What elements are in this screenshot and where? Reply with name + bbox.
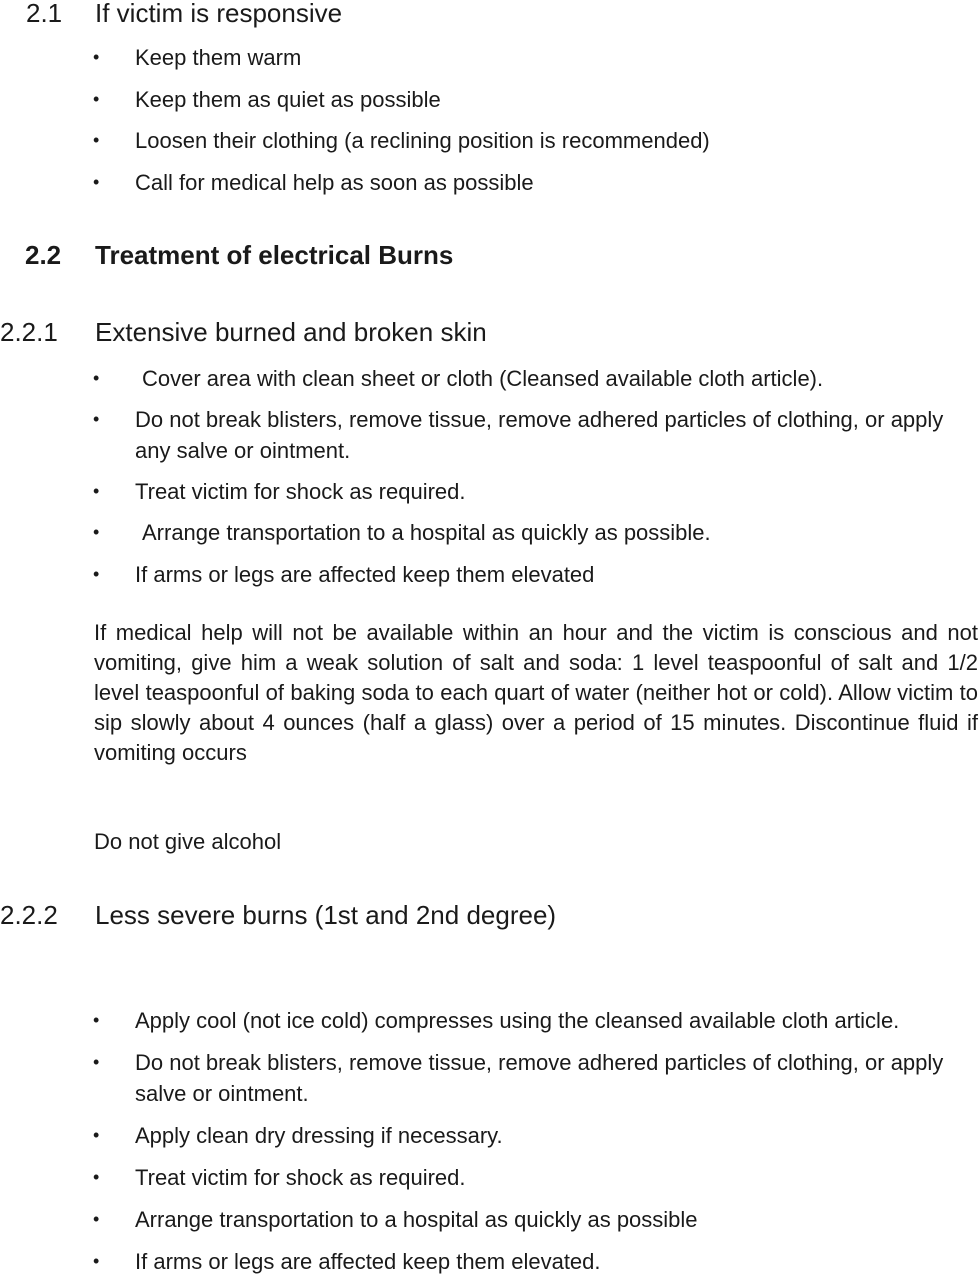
bullet-icon: • <box>93 130 100 150</box>
list-item-text: Call for medical help as soon as possible <box>135 170 534 195</box>
bullet-icon: • <box>93 1010 100 1030</box>
list-item-text: Cover area with clean sheet or cloth (Cleansed available cloth article). <box>142 366 824 391</box>
bullet-icon: • <box>93 1251 100 1271</box>
bullet-icon: • <box>93 409 100 429</box>
instruction-paragraph: If medical help will not be available within an hour and the victim is conscious and not vomiting, give him a weak solution of salt and soda: 1 level teaspoonful of salt and 1/2 level teaspoonful of baking soda to each quart of water (neither hot or cold). Allow victim to sip slowly about 4 ounces (half a glass) over a period of 15 minutes. Discontinue fluid if vomiting occurs <box>94 620 978 765</box>
list-item-text: Keep them as quiet as possible <box>135 87 441 112</box>
list-item-text: Loosen their clothing (a reclining position is recommended) <box>135 128 710 153</box>
bullet-icon: • <box>93 522 100 542</box>
bullet-icon: • <box>93 47 100 67</box>
section-title: Less severe burns (1st and 2nd degree) <box>95 900 557 930</box>
section-title: Treatment of electrical Burns <box>95 240 454 270</box>
bullet-icon: • <box>93 89 100 109</box>
warning-note: Do not give alcohol <box>94 829 282 854</box>
bullet-icon: • <box>93 481 100 501</box>
section-number: 2.2 <box>25 240 62 270</box>
bullet-icon: • <box>93 564 100 584</box>
section-title: Extensive burned and broken skin <box>95 317 487 347</box>
bullet-icon: • <box>93 172 100 192</box>
list-item-text: Treat victim for shock as required. <box>135 1165 466 1190</box>
list-item-text: Treat victim for shock as required. <box>135 479 466 504</box>
section-number: 2.1 <box>26 0 63 28</box>
bullet-icon: • <box>93 1167 100 1187</box>
list-item-text: Arrange transportation to a hospital as quickly as possible. <box>142 520 711 545</box>
list-item-text: Do not break blisters, remove tissue, remove adhered particles of clothing, or apply any salve or ointment. <box>135 407 944 463</box>
bullet-icon: • <box>93 1125 100 1145</box>
list-item-text: If arms or legs are affected keep them elevated <box>135 562 595 587</box>
section-number: 2.2.1 <box>0 317 58 347</box>
list-item-text: Apply cool (not ice cold) compresses using the cleansed available cloth article. <box>135 1008 900 1033</box>
list-item-text: Apply clean dry dressing if necessary. <box>135 1123 503 1148</box>
bullet-icon: • <box>93 1209 100 1229</box>
list-item-text: Arrange transportation to a hospital as quickly as possible <box>135 1207 698 1232</box>
list-item-text: If arms or legs are affected keep them elevated. <box>135 1249 601 1274</box>
bullet-icon: • <box>93 368 100 388</box>
section-title: If victim is responsive <box>95 0 343 28</box>
list-item-text: Do not break blisters, remove tissue, remove adhered particles of clothing, or apply salve or ointment. <box>135 1050 944 1106</box>
bullet-icon: • <box>93 1052 100 1072</box>
list-item-text: Keep them warm <box>135 45 302 70</box>
section-number: 2.2.2 <box>0 900 58 930</box>
